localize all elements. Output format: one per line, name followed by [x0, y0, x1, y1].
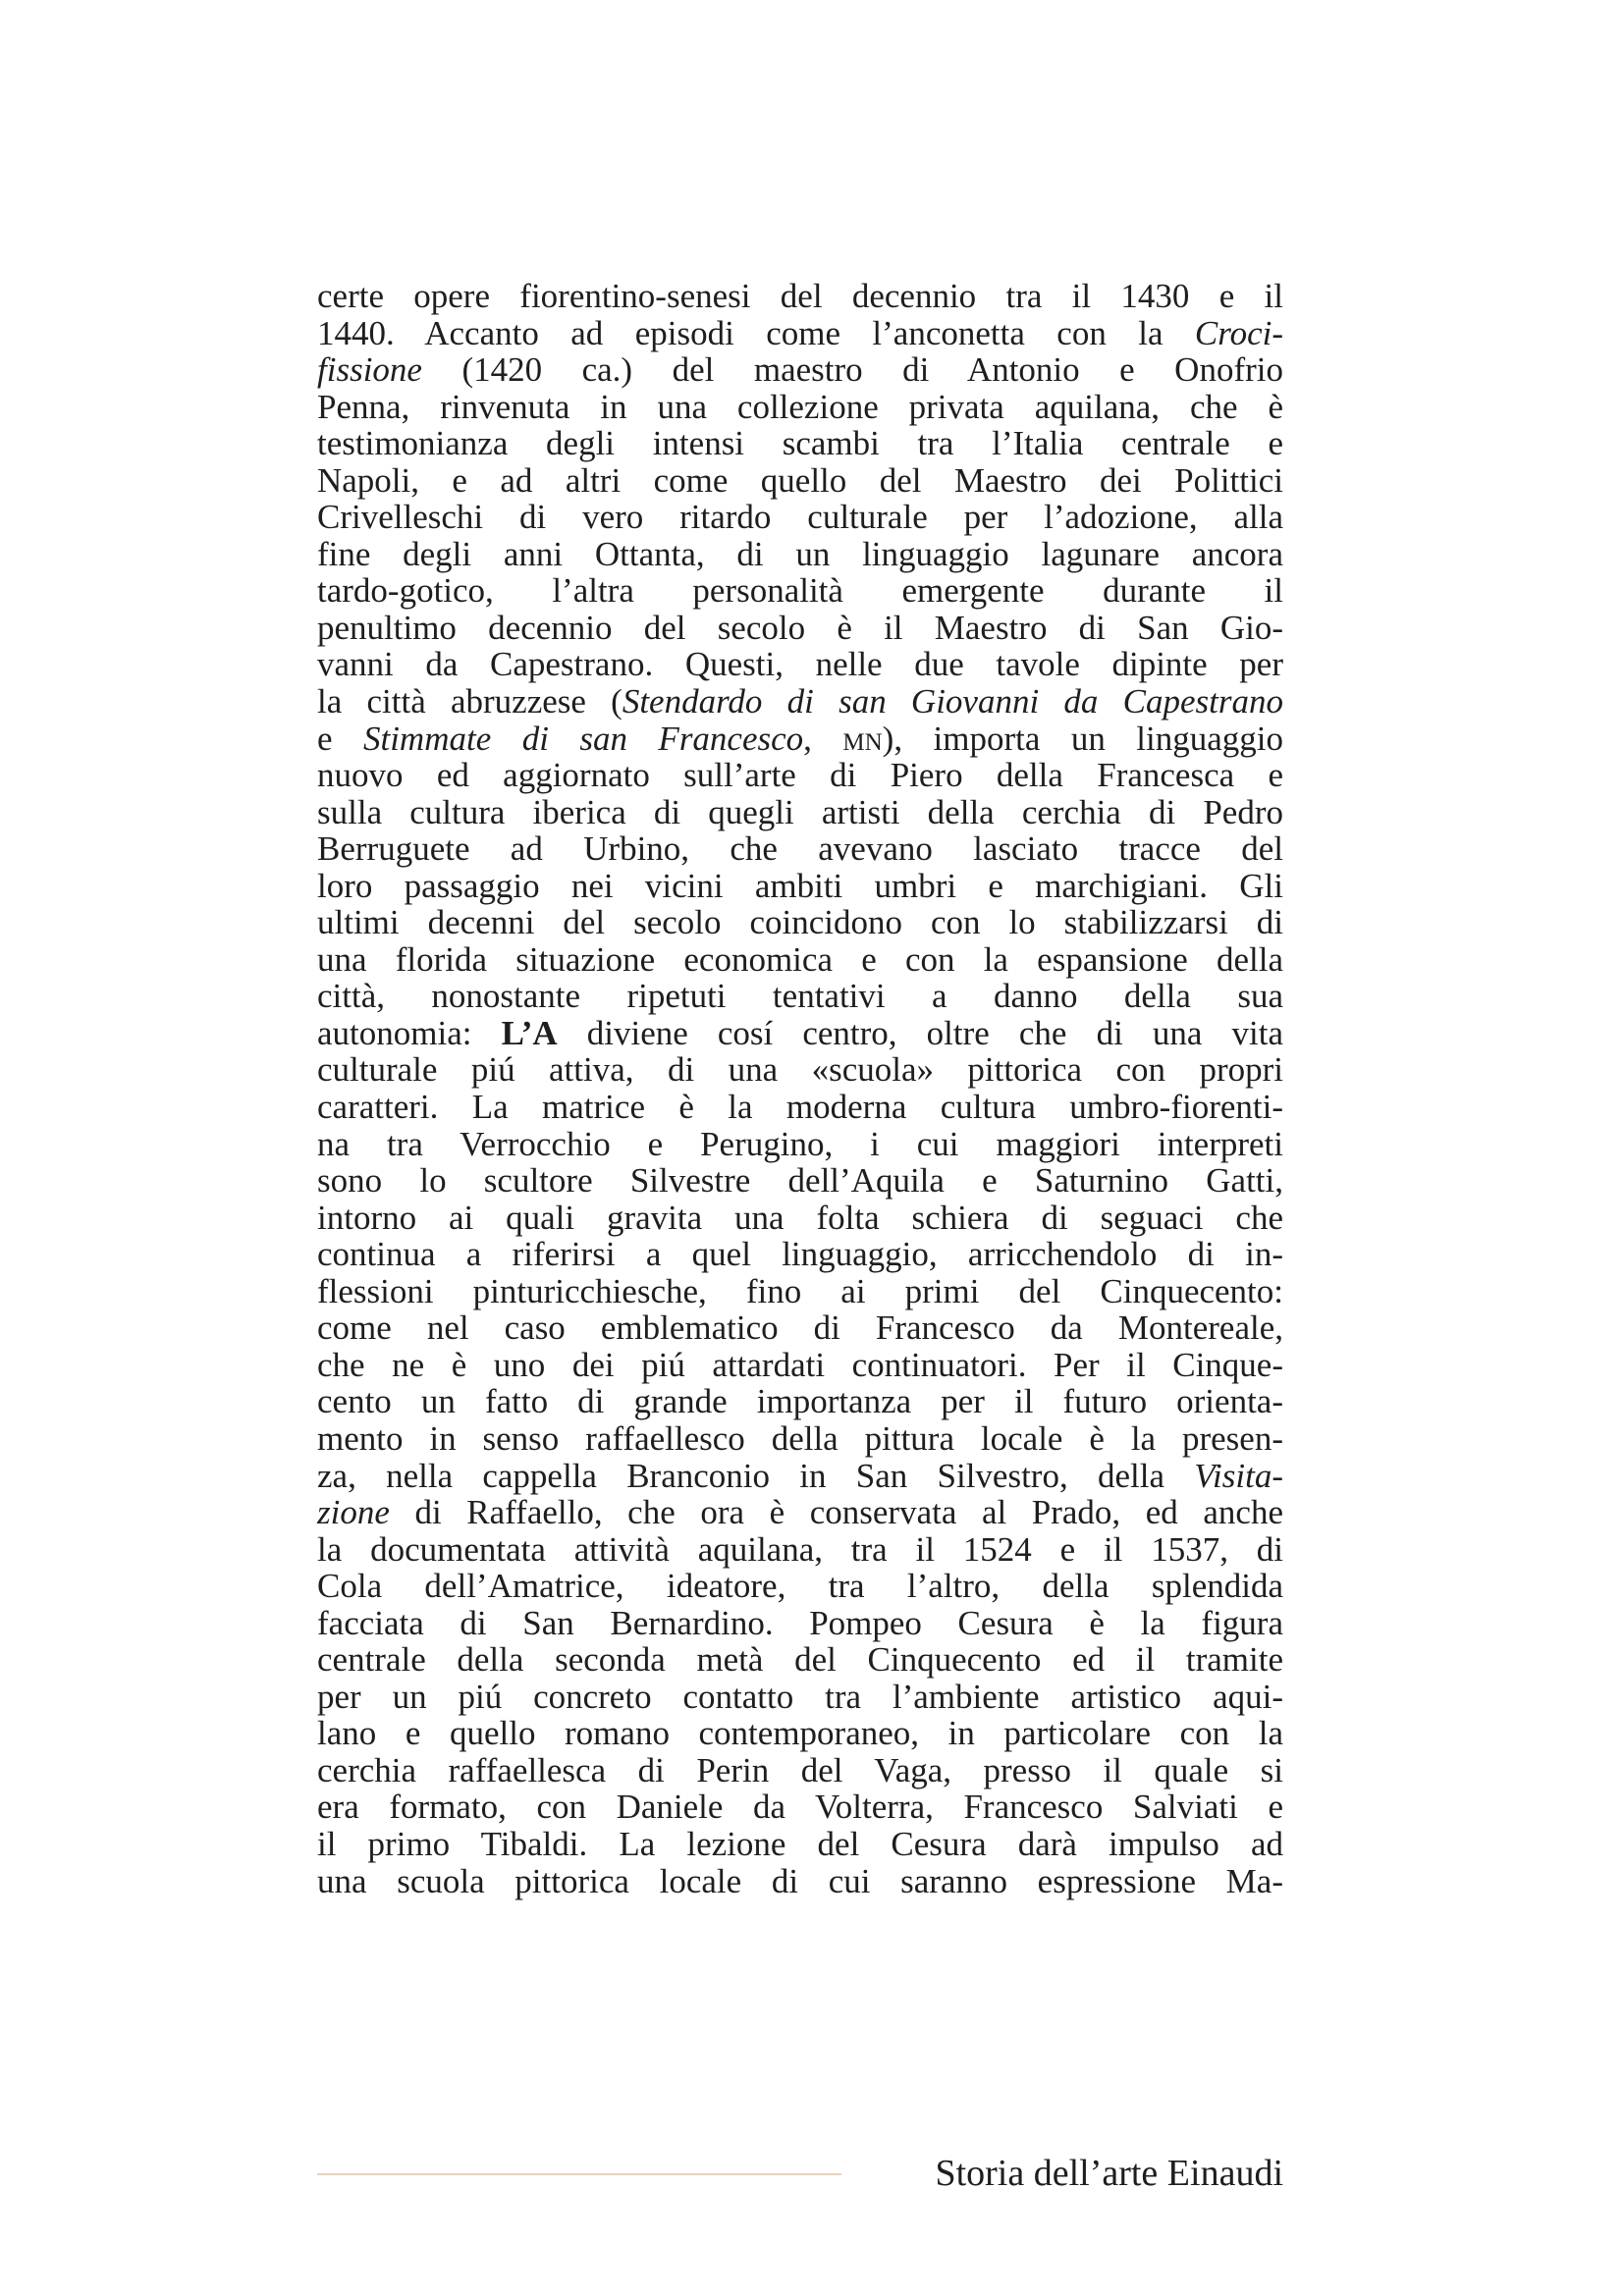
- text-span: fine degli anni Ottanta, di un linguaggio lagunare ancora: [317, 534, 1283, 573]
- text-line: [317, 572, 1283, 610]
- italic-span: Stimmate di san Francesco: [362, 719, 804, 758]
- text-line: [317, 1383, 1283, 1420]
- text-span: sono lo scultore Silvestre dell’Aquila e Saturnino Gatti,: [317, 1161, 1283, 1201]
- text-span: diviene cosí centro, oltre che di una vita: [557, 1013, 1284, 1052]
- italic-span: Croci-: [1194, 313, 1283, 352]
- text-line: [317, 683, 1283, 721]
- text-span: tardo-gotico, l’altra personalità emergente durante il: [317, 571, 1283, 611]
- text-line: [317, 1420, 1283, 1458]
- text-span: vanni da Capestrano. Questi, nelle due tavole dipinte per: [317, 645, 1283, 684]
- text-line: [317, 1458, 1283, 1495]
- text-span: nuovo ed aggiornato sull’arte di Piero della Francesca e: [317, 756, 1283, 795]
- text-span: flessioni pinturicchiesche, fino ai primi del Cinquecento:: [317, 1271, 1283, 1310]
- italic-span: fissione: [317, 350, 422, 390]
- text-line: [317, 462, 1283, 500]
- text-span: na tra Verrocchio e Perugino, i cui maggiori interpreti: [317, 1124, 1283, 1163]
- italic-span: zione: [317, 1493, 390, 1532]
- text-span: intorno ai quali gravita una folta schiera di seguaci che: [317, 1198, 1283, 1237]
- text-line: [317, 1309, 1283, 1347]
- text-line: [317, 1789, 1283, 1826]
- text-line: [317, 904, 1283, 941]
- text-span: e: [317, 719, 363, 758]
- text-span: 1440. Accanto ad episodi come l’anconetta con la: [317, 313, 1195, 352]
- text-line: [317, 499, 1283, 536]
- text-span: il primo Tibaldi. La lezione del Cesura darà impulso ad: [317, 1824, 1283, 1863]
- text-span: caratteri. La matrice è la moderna cultura umbro-fiorenti-: [317, 1088, 1283, 1127]
- text-line: [317, 757, 1283, 794]
- text-span: loro passaggio nei vicini ambiti umbri e marchigiani. Gli: [317, 866, 1283, 905]
- text-span: testimonianza degli intensi scambi tra l’Italia centrale e: [317, 424, 1283, 463]
- text-span: Penna, rinvenuta in una collezione privata aquilana, che è: [317, 387, 1283, 426]
- text-line: [317, 868, 1283, 905]
- italic-span: Stendardo di san Giovanni da Capestrano: [622, 682, 1284, 721]
- text-line: [317, 1015, 1283, 1052]
- text-line: [317, 610, 1283, 647]
- text-span: mento in senso raffaellesco della pittura locale è la presen-: [317, 1418, 1283, 1458]
- text-span: certe opere fiorentino-senesi del decennio tra il 1430 e il: [317, 277, 1283, 315]
- text-line: [317, 1531, 1283, 1569]
- text-line: [317, 1126, 1283, 1163]
- text-span: ,: [803, 719, 843, 758]
- text-span: penultimo decennio del secolo è il Maestro di San Gio-: [317, 608, 1283, 647]
- footer-title: Storia dell’arte Einaudi: [935, 2153, 1283, 2194]
- text-line: [317, 978, 1283, 1015]
- text-span: Crivelleschi di vero ritardo culturale per l’adozione, alla: [317, 498, 1283, 537]
- text-line: [317, 278, 1283, 315]
- text-line: [317, 1752, 1283, 1789]
- text-line: [317, 830, 1283, 868]
- smallcaps-span: mn: [842, 719, 883, 758]
- text-line: [317, 536, 1283, 573]
- text-line: [317, 1679, 1283, 1716]
- text-line: [317, 389, 1283, 426]
- text-span: (1420 ca.) del maestro di Antonio e Onofrio: [421, 350, 1283, 390]
- text-span: Cola dell’Amatrice, ideatore, tra l’altro, della splendida: [317, 1567, 1283, 1606]
- text-span: città, nonostante ripetuti tentativi a danno della sua: [317, 977, 1283, 1016]
- text-line: [317, 794, 1283, 831]
- text-span: di Raffaello, che ora è conservata al Prado, ed anche: [389, 1493, 1283, 1532]
- text-line: [317, 1347, 1283, 1384]
- text-span: una scuola pittorica locale di cui saranno espressione Ma-: [317, 1861, 1283, 1900]
- text-span: che ne è uno dei piú attardati continuatori. Per il Cinque-: [317, 1345, 1283, 1384]
- text-span: la città abruzzese (: [317, 682, 622, 721]
- text-span: ), importa un linguaggio: [882, 719, 1283, 758]
- text-span: centrale della seconda metà del Cinquecento ed il tramite: [317, 1640, 1283, 1680]
- text-line: [317, 1162, 1283, 1200]
- text-line: [317, 1568, 1283, 1605]
- text-line: [317, 1089, 1283, 1126]
- text-line: [317, 646, 1283, 683]
- text-span: sulla cultura iberica di quegli artisti della cerchia di Pedro: [317, 792, 1283, 831]
- text-line: [317, 1641, 1283, 1679]
- text-line: [317, 425, 1283, 462]
- text-line: [317, 1605, 1283, 1642]
- body-text: [317, 278, 1283, 1899]
- italic-span: Visita-: [1194, 1456, 1283, 1495]
- text-line: [317, 1273, 1283, 1310]
- text-line: [317, 351, 1283, 389]
- text-span: la documentata attività aquilana, tra il 1524 e il 1537, di: [317, 1529, 1283, 1569]
- text-span: cento un fatto di grande importanza per il futuro orienta-: [317, 1382, 1283, 1421]
- text-line: [317, 941, 1283, 979]
- text-span: culturale piú attiva, di una «scuola» pittorica con propri: [317, 1050, 1283, 1090]
- footer-rule: [317, 2173, 841, 2175]
- text-line: [317, 1494, 1283, 1531]
- text-span: za, nella cappella Branconio in San Silvestro, della: [317, 1456, 1195, 1495]
- text-span: facciata di San Bernardino. Pompeo Cesura è la figura: [317, 1603, 1283, 1642]
- text-span: per un piú concreto contatto tra l’ambiente artistico aqui-: [317, 1677, 1283, 1716]
- text-line: [317, 1715, 1283, 1752]
- bold-span: L’A: [501, 1013, 558, 1052]
- text-line: [317, 1051, 1283, 1089]
- text-line: [317, 1200, 1283, 1237]
- text-span: continua a riferirsi a quel linguaggio, arricchendolo di in-: [317, 1235, 1283, 1274]
- text-span: Berruguete ad Urbino, che avevano lasciato tracce del: [317, 829, 1283, 869]
- text-span: una florida situazione economica e con la espansione della: [317, 939, 1283, 979]
- text-span: cerchia raffaellesca di Perin del Vaga, presso il quale si: [317, 1750, 1283, 1789]
- text-line: [317, 315, 1283, 352]
- text-line: [317, 1826, 1283, 1863]
- text-span: era formato, con Daniele da Volterra, Francesco Salviati e: [317, 1788, 1283, 1827]
- text-span: autonomia:: [317, 1013, 502, 1052]
- text-line: [317, 1863, 1283, 1900]
- text-span: come nel caso emblematico di Francesco da Montereale,: [317, 1308, 1283, 1348]
- text-span: lano e quello romano contemporaneo, in particolare con la: [317, 1714, 1283, 1753]
- text-span: ultimi decenni del secolo coincidono con lo stabilizzarsi di: [317, 903, 1283, 942]
- text-line: [317, 1236, 1283, 1273]
- text-span: Napoli, e ad altri come quello del Maestro dei Polittici: [317, 460, 1283, 500]
- text-line: [317, 721, 1283, 758]
